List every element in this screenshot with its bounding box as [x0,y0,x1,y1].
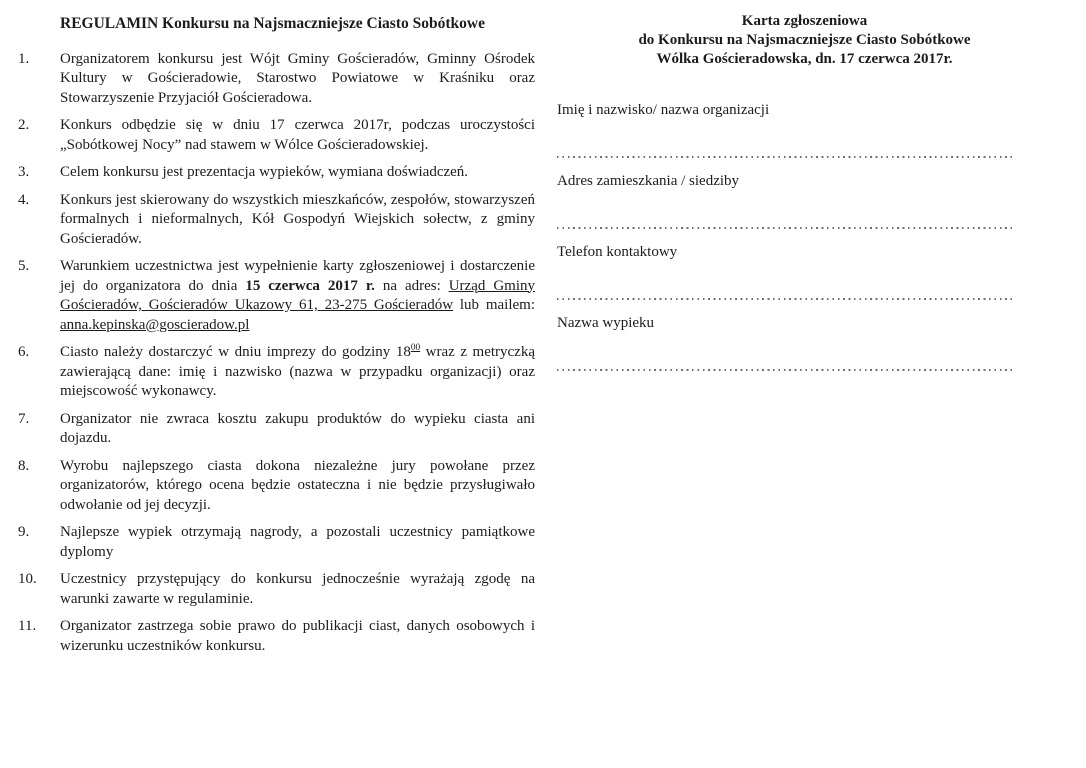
item-number: 5. [18,258,30,274]
item-number: 3. [18,164,30,180]
regulation-item [18,257,535,335]
form-header-line: Karta zgłoszeniowa [741,13,868,29]
regulation-item [18,570,535,609]
item-text: Najlepsze wypiek otrzymają nagrody, a pozostali uczestnicy pamiątkowe dyplomy [60,524,535,560]
field-write-line [557,227,1012,229]
field-label: Adres zamieszkania / siedziby [557,173,740,189]
application-form-section [557,12,1012,385]
field-label: Imię i nazwisko/ nazwa organizacji [557,102,770,118]
form-field [557,314,1012,371]
item-number: 11. [18,618,37,634]
item-text: Organizator nie zwraca kosztu zakupu produktów do wypieku ciasta ani dojazdu. [60,410,535,446]
regulation-item [18,617,535,656]
item-text: Konkurs odbędzie się w dniu 17 czerwca 2017r, podczas uroczystości „Sobótkowej Nocy” nad stawem w Wólce Gościeradowskiej. [60,117,535,153]
form-field [557,172,1012,229]
field-label: Nazwa wypieku [557,315,655,331]
item-text: Warunkiem uczestnictwa jest wypełnienie karty zgłoszeniowej i dostarczenie jej do organizatora do dnia 15 czerwca 2017 r. na adres: Urząd Gminy Gościeradów, Gościeradów Ukazowy 61, 23-275 Gościeradów lub mailem: anna.kepinska@goscieradow.pl [60,258,535,333]
regulation-item [18,116,535,155]
form-header [557,12,1012,69]
item-number: 6. [18,344,30,360]
regulations-section [18,14,535,656]
regulation-item [18,343,535,402]
field-label: Telefon kontaktowy [557,244,678,260]
form-fields [557,101,1012,371]
item-text: Organizator zastrzega sobie prawo do publikacji ciast, danych osobowych i wizerunku uczestników konkursu. [60,618,535,654]
regulation-item [18,457,535,516]
item-text: Wyrobu najlepszego ciasta dokona niezależne jury powołane przez organizatorów, którego ocena będzie ostateczna i nie będzie przysługiwało odwołanie od jej decyzji. [60,457,535,513]
item-text: Ciasto należy dostarczyć w dniu imprezy do godziny $18^{00}$ wraz z metryczką zawierającą dane: imię i nazwisko (nazwa w przypadku organizacji) oraz miejscowość wykonawcy. [60,343,536,399]
item-text: Celem konkursu jest prezentacja wypieków, wymiana doświadczeń. [60,164,469,180]
form-header-line: do Konkursu na Najsmaczniejsze Ciasto Sobótkowe [638,32,971,48]
item-text: Konkurs jest skierowany do wszystkich mieszkańców, zespołów, stowarzyszeń formalnych i nieformalnych, Kół Gospodyń Wiejskich sołectw, z gminy Gościeradów. [60,191,535,247]
item-number: 2. [18,117,30,133]
regulation-item [18,163,535,183]
regulation-item [18,523,535,562]
item-text: Uczestnicy przystępujący do konkursu jednocześnie wyrażają zgodę na warunki zawarte w regulaminie. [60,571,535,607]
item-number: 4. [18,191,30,208]
field-write-line [557,156,1012,158]
item-number: 8. [18,457,30,474]
form-field [557,101,1012,158]
regulation-item [18,50,535,109]
regulation-item [18,410,535,449]
field-write-line [557,298,1012,300]
field-write-line [557,369,1012,371]
regulations-list [18,50,535,657]
form-field [557,243,1012,300]
form-header-line: Wólka Gościeradowska, dn. 17 czerwca 2017r. [656,51,953,67]
regulation-item [18,191,535,250]
item-text: Organizatorem konkursu jest Wójt Gminy Gościeradów, Gminny Ośrodek Kultury w Gościeradowie, Starostwo Powiatowe w Kraśniku oraz Stowarzyszenie Przyjaciół Gościeradowa. [60,50,535,106]
item-number: 1. [18,50,30,67]
item-number: 7. [18,410,30,427]
item-number: 9. [18,524,30,540]
regulations-title: REGULAMIN Konkursu na Najsmaczniejsze Ciasto Sobótkowe [60,15,485,32]
item-number: 10. [18,571,37,587]
